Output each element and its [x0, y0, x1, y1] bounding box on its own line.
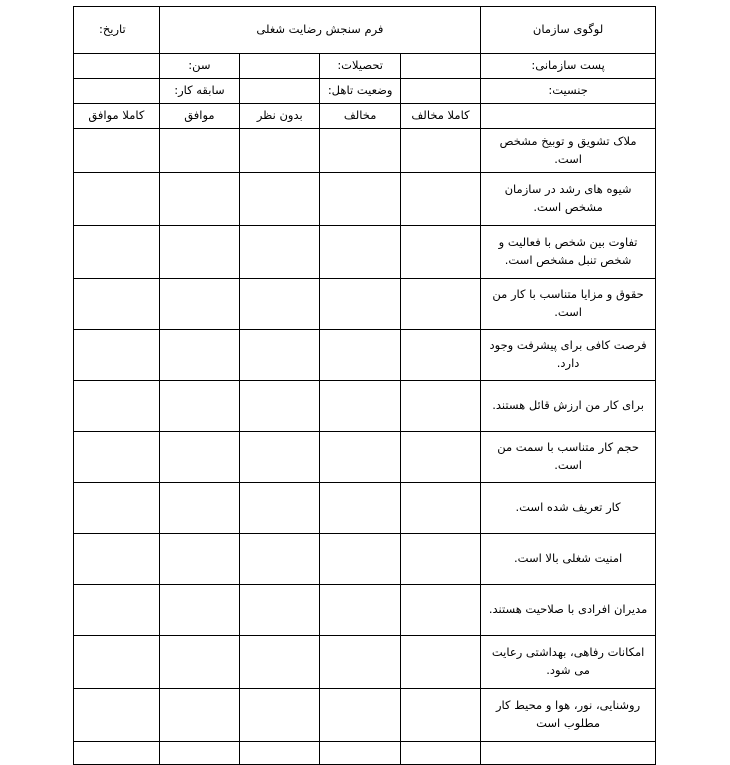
- answer-cell-11-no-opinion[interactable]: [240, 636, 320, 689]
- answer-cell-7-disagree[interactable]: [320, 432, 400, 483]
- respondent-info-row-1: [74, 54, 656, 79]
- gender-label: جنسیت:: [481, 79, 656, 104]
- answer-cell-12-disagree[interactable]: [320, 689, 400, 742]
- question-text-10: مدیران افرادی با صلاحیت هستند.: [481, 585, 656, 636]
- age-label: سن:: [159, 54, 239, 79]
- answer-cell-4-strongly-agree[interactable]: [74, 279, 160, 330]
- answer-cell-13-no-opinion[interactable]: [240, 742, 320, 765]
- answer-cell-6-agree[interactable]: [159, 381, 239, 432]
- question-row-7: [74, 432, 656, 483]
- answer-cell-1-strongly-disagree[interactable]: [400, 129, 480, 173]
- answer-cell-3-disagree[interactable]: [320, 226, 400, 279]
- answer-cell-8-disagree[interactable]: [320, 483, 400, 534]
- answer-cell-5-disagree[interactable]: [320, 330, 400, 381]
- question-text-1: ملاک تشویق و توبیخ مشخص است.: [481, 129, 656, 173]
- form-title-cell: فرم سنجش رضایت شغلی: [159, 7, 480, 54]
- question-text-7: حجم کار متناسب با سمت من است.: [481, 432, 656, 483]
- organizational-position-input[interactable]: [400, 54, 480, 79]
- answer-cell-7-no-opinion[interactable]: [240, 432, 320, 483]
- scale-option-no-opinion: بدون نظر: [240, 104, 320, 129]
- answer-cell-7-strongly-disagree[interactable]: [400, 432, 480, 483]
- answer-cell-9-strongly-disagree[interactable]: [400, 534, 480, 585]
- question-text-6: برای کار من ارزش قائل هستند.: [481, 381, 656, 432]
- answer-cell-3-strongly-disagree[interactable]: [400, 226, 480, 279]
- question-text-3: تفاوت بین شخص با فعالیت و شخص تنبل مشخص است.: [481, 226, 656, 279]
- answer-cell-10-strongly-agree[interactable]: [74, 585, 160, 636]
- answer-cell-5-strongly-agree[interactable]: [74, 330, 160, 381]
- answer-cell-6-strongly-disagree[interactable]: [400, 381, 480, 432]
- marital-status-input[interactable]: [240, 79, 320, 104]
- answer-cell-5-agree[interactable]: [159, 330, 239, 381]
- answer-cell-6-strongly-agree[interactable]: [74, 381, 160, 432]
- answer-cell-2-agree[interactable]: [159, 173, 239, 226]
- question-text-4: حقوق و مزایا متناسب با کار من است.: [481, 279, 656, 330]
- answer-cell-9-no-opinion[interactable]: [240, 534, 320, 585]
- answer-cell-1-disagree[interactable]: [320, 129, 400, 173]
- answer-cell-9-agree[interactable]: [159, 534, 239, 585]
- answer-cell-4-agree[interactable]: [159, 279, 239, 330]
- question-text-12: روشنایی، نور، هوا و محیط کار مطلوب است: [481, 689, 656, 742]
- answer-cell-13-disagree[interactable]: [320, 742, 400, 765]
- answer-cell-12-strongly-agree[interactable]: [74, 689, 160, 742]
- question-row-8: [74, 483, 656, 534]
- job-satisfaction-survey-table: [73, 6, 656, 765]
- answer-cell-8-strongly-agree[interactable]: [74, 483, 160, 534]
- answer-cell-10-agree[interactable]: [159, 585, 239, 636]
- answer-cell-7-agree[interactable]: [159, 432, 239, 483]
- answer-cell-10-strongly-disagree[interactable]: [400, 585, 480, 636]
- answer-cell-5-no-opinion[interactable]: [240, 330, 320, 381]
- question-row-4: [74, 279, 656, 330]
- answer-cell-12-no-opinion[interactable]: [240, 689, 320, 742]
- answer-cell-9-strongly-agree[interactable]: [74, 534, 160, 585]
- answer-cell-2-disagree[interactable]: [320, 173, 400, 226]
- question-row-9: [74, 534, 656, 585]
- answer-cell-11-disagree[interactable]: [320, 636, 400, 689]
- answer-cell-11-agree[interactable]: [159, 636, 239, 689]
- answer-cell-11-strongly-disagree[interactable]: [400, 636, 480, 689]
- answer-cell-13-strongly-agree[interactable]: [74, 742, 160, 765]
- work-experience-input[interactable]: [74, 79, 160, 104]
- education-input[interactable]: [240, 54, 320, 79]
- answer-cell-3-strongly-agree[interactable]: [74, 226, 160, 279]
- question-row-2: [74, 173, 656, 226]
- answer-cell-6-disagree[interactable]: [320, 381, 400, 432]
- work-experience-label: سابقه کار:: [159, 79, 239, 104]
- question-text-2: شیوه های رشد در سازمان مشخص است.: [481, 173, 656, 226]
- question-row-10: [74, 585, 656, 636]
- answer-cell-4-strongly-disagree[interactable]: [400, 279, 480, 330]
- answer-cell-8-strongly-disagree[interactable]: [400, 483, 480, 534]
- question-row-1: [74, 129, 656, 173]
- answer-cell-8-no-opinion[interactable]: [240, 483, 320, 534]
- answer-cell-13-strongly-disagree[interactable]: [400, 742, 480, 765]
- organizational-position-label: پست سازمانی:: [481, 54, 656, 79]
- answer-cell-1-agree[interactable]: [159, 129, 239, 173]
- question-text-11: امکانات رفاهی، بهداشتی رعایت می شود.: [481, 636, 656, 689]
- question-column-header: [481, 104, 656, 129]
- answer-cell-3-no-opinion[interactable]: [240, 226, 320, 279]
- education-label: تحصیلات:: [320, 54, 400, 79]
- likert-scale-header-row: [74, 104, 656, 129]
- answer-cell-10-disagree[interactable]: [320, 585, 400, 636]
- answer-cell-2-strongly-disagree[interactable]: [400, 173, 480, 226]
- question-row-12: [74, 689, 656, 742]
- organization-logo-cell: لوگوی سازمان: [481, 7, 656, 54]
- survey-table-body: [74, 7, 656, 765]
- answer-cell-12-strongly-disagree[interactable]: [400, 689, 480, 742]
- question-row-3: [74, 226, 656, 279]
- question-row-6: [74, 381, 656, 432]
- question-text-8: کار تعریف شده است.: [481, 483, 656, 534]
- answer-cell-9-disagree[interactable]: [320, 534, 400, 585]
- answer-cell-1-strongly-agree[interactable]: [74, 129, 160, 173]
- answer-cell-1-no-opinion[interactable]: [240, 129, 320, 173]
- gender-input[interactable]: [400, 79, 480, 104]
- date-field-cell[interactable]: تاریخ:: [74, 7, 160, 54]
- survey-form-container: [73, 6, 656, 765]
- scale-option-disagree: مخالف: [320, 104, 400, 129]
- scale-option-strongly-disagree: کاملا مخالف: [400, 104, 480, 129]
- scale-option-agree: موافق: [159, 104, 239, 129]
- scale-option-strongly-agree: کاملا موافق: [74, 104, 160, 129]
- answer-cell-8-agree[interactable]: [159, 483, 239, 534]
- answer-cell-6-no-opinion[interactable]: [240, 381, 320, 432]
- answer-cell-13-agree[interactable]: [159, 742, 239, 765]
- answer-cell-7-strongly-agree[interactable]: [74, 432, 160, 483]
- question-row-5: [74, 330, 656, 381]
- answer-cell-12-agree[interactable]: [159, 689, 239, 742]
- question-text-9: امنیت شغلی بالا است.: [481, 534, 656, 585]
- age-input[interactable]: [74, 54, 160, 79]
- answer-cell-4-no-opinion[interactable]: [240, 279, 320, 330]
- answer-cell-2-no-opinion[interactable]: [240, 173, 320, 226]
- answer-cell-5-strongly-disagree[interactable]: [400, 330, 480, 381]
- answer-cell-10-no-opinion[interactable]: [240, 585, 320, 636]
- question-row-11: [74, 636, 656, 689]
- answer-cell-11-strongly-agree[interactable]: [74, 636, 160, 689]
- question-row-13-partial: [74, 742, 656, 765]
- question-text-13: [481, 742, 656, 765]
- answer-cell-3-agree[interactable]: [159, 226, 239, 279]
- answer-cell-4-disagree[interactable]: [320, 279, 400, 330]
- form-title-row: [74, 7, 656, 54]
- question-text-5: فرصت کافی برای پیشرفت وجود دارد.: [481, 330, 656, 381]
- respondent-info-row-2: [74, 79, 656, 104]
- marital-status-label: وضعیت تاهل:: [320, 79, 400, 104]
- answer-cell-2-strongly-agree[interactable]: [74, 173, 160, 226]
